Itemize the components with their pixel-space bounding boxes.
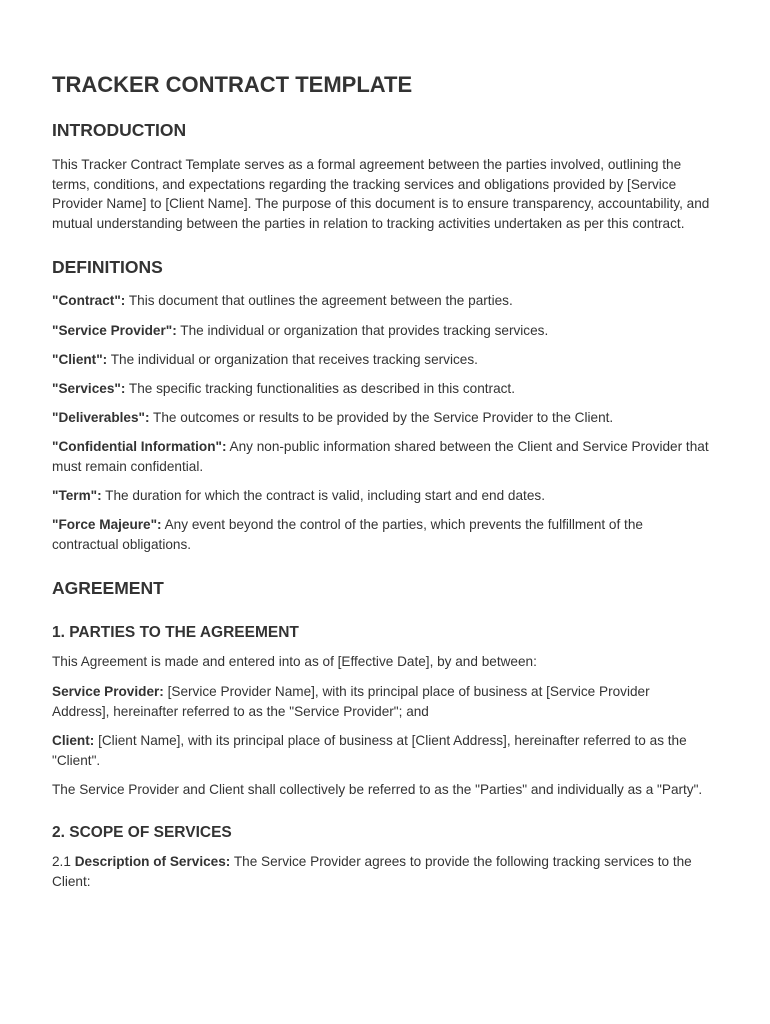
introduction-heading: INTRODUCTION: [52, 120, 187, 140]
agreement-heading: AGREEMENT: [52, 578, 164, 599]
introduction-body: This Tracker Contract Template serves as a formal agreement between the parties involved, outlining the terms, conditions, and expectations regarding the tracking services and obligations provided by [Service Provider Name] to [Client Name]. The purpose of this document is to ensure transparency, accountability, and mutual understanding between the parties in relation to tracking activities undertaken as per this contract.: [52, 157, 710, 231]
document-title: TRACKER CONTRACT TEMPLATE: [52, 72, 413, 97]
parties-collective: The Service Provider and Client shall collectively be referred to as the "Parties" and individually as a "Party".: [52, 782, 703, 798]
definition-item: [52, 291, 710, 311]
service-provider-text: [Service Provider Name], with its principal place of business at [Service Provider Address], hereinafter referred to as the "Service Provider"; and: [52, 684, 650, 719]
definitions-section: [52, 255, 710, 554]
definition-term: "Term":: [52, 488, 102, 504]
scope-label: Description of Services:: [74, 854, 231, 870]
scope-number: 2.1: [52, 854, 75, 870]
scope-heading: 2. SCOPE OF SERVICES: [52, 824, 232, 842]
definition-text: Any non-public information shared between the Client and Service Provider that must remain confidential.: [52, 439, 709, 474]
definition-item: [52, 321, 710, 341]
definition-term: "Services":: [52, 380, 126, 396]
definition-term: "Client":: [52, 351, 108, 367]
parties-intro: This Agreement is made and entered into as of [Effective Date], by and between:: [52, 654, 537, 670]
definition-text: The individual or organization that provides tracking services.: [176, 322, 549, 338]
scope-description: [52, 852, 710, 891]
definition-term: "Service Provider":: [52, 322, 177, 338]
client-label: Client:: [52, 733, 95, 749]
definition-term: "Contract":: [52, 293, 126, 309]
definition-text: The duration for which the contract is valid, including start and end dates.: [101, 488, 545, 504]
client-clause: [52, 731, 710, 770]
definition-item: [52, 515, 710, 554]
definition-text: Any event beyond the control of the parties, which prevents the fulfillment of the contractual obligations.: [52, 517, 643, 552]
definition-term: "Force Majeure":: [52, 517, 162, 533]
scope-text: The Service Provider agrees to provide the following tracking services to the Client:: [52, 854, 692, 889]
definition-item: [52, 350, 710, 370]
service-provider-clause: [52, 682, 710, 721]
definition-text: The specific tracking functionalities as described in this contract.: [125, 380, 515, 396]
definition-term: "Deliverables":: [52, 410, 150, 426]
definition-term: "Confidential Information":: [52, 439, 227, 455]
parties-heading: 1. PARTIES TO THE AGREEMENT: [52, 624, 299, 642]
definition-item: [52, 408, 710, 428]
service-provider-label: Service Provider:: [52, 684, 164, 700]
definition-item: [52, 379, 710, 399]
agreement-section: [52, 576, 710, 891]
definition-text: This document that outlines the agreement between the parties.: [125, 293, 513, 309]
definition-text: The outcomes or results to be provided by the Service Provider to the Client.: [149, 410, 614, 426]
introduction-section: [52, 118, 710, 233]
definitions-heading: DEFINITIONS: [52, 257, 163, 278]
definition-item: [52, 486, 710, 506]
definition-text: The individual or organization that receives tracking services.: [107, 351, 478, 367]
definition-item: [52, 437, 710, 476]
client-text: [Client Name], with its principal place of business at [Client Address], hereinafter referred to as the "Client".: [52, 733, 687, 768]
